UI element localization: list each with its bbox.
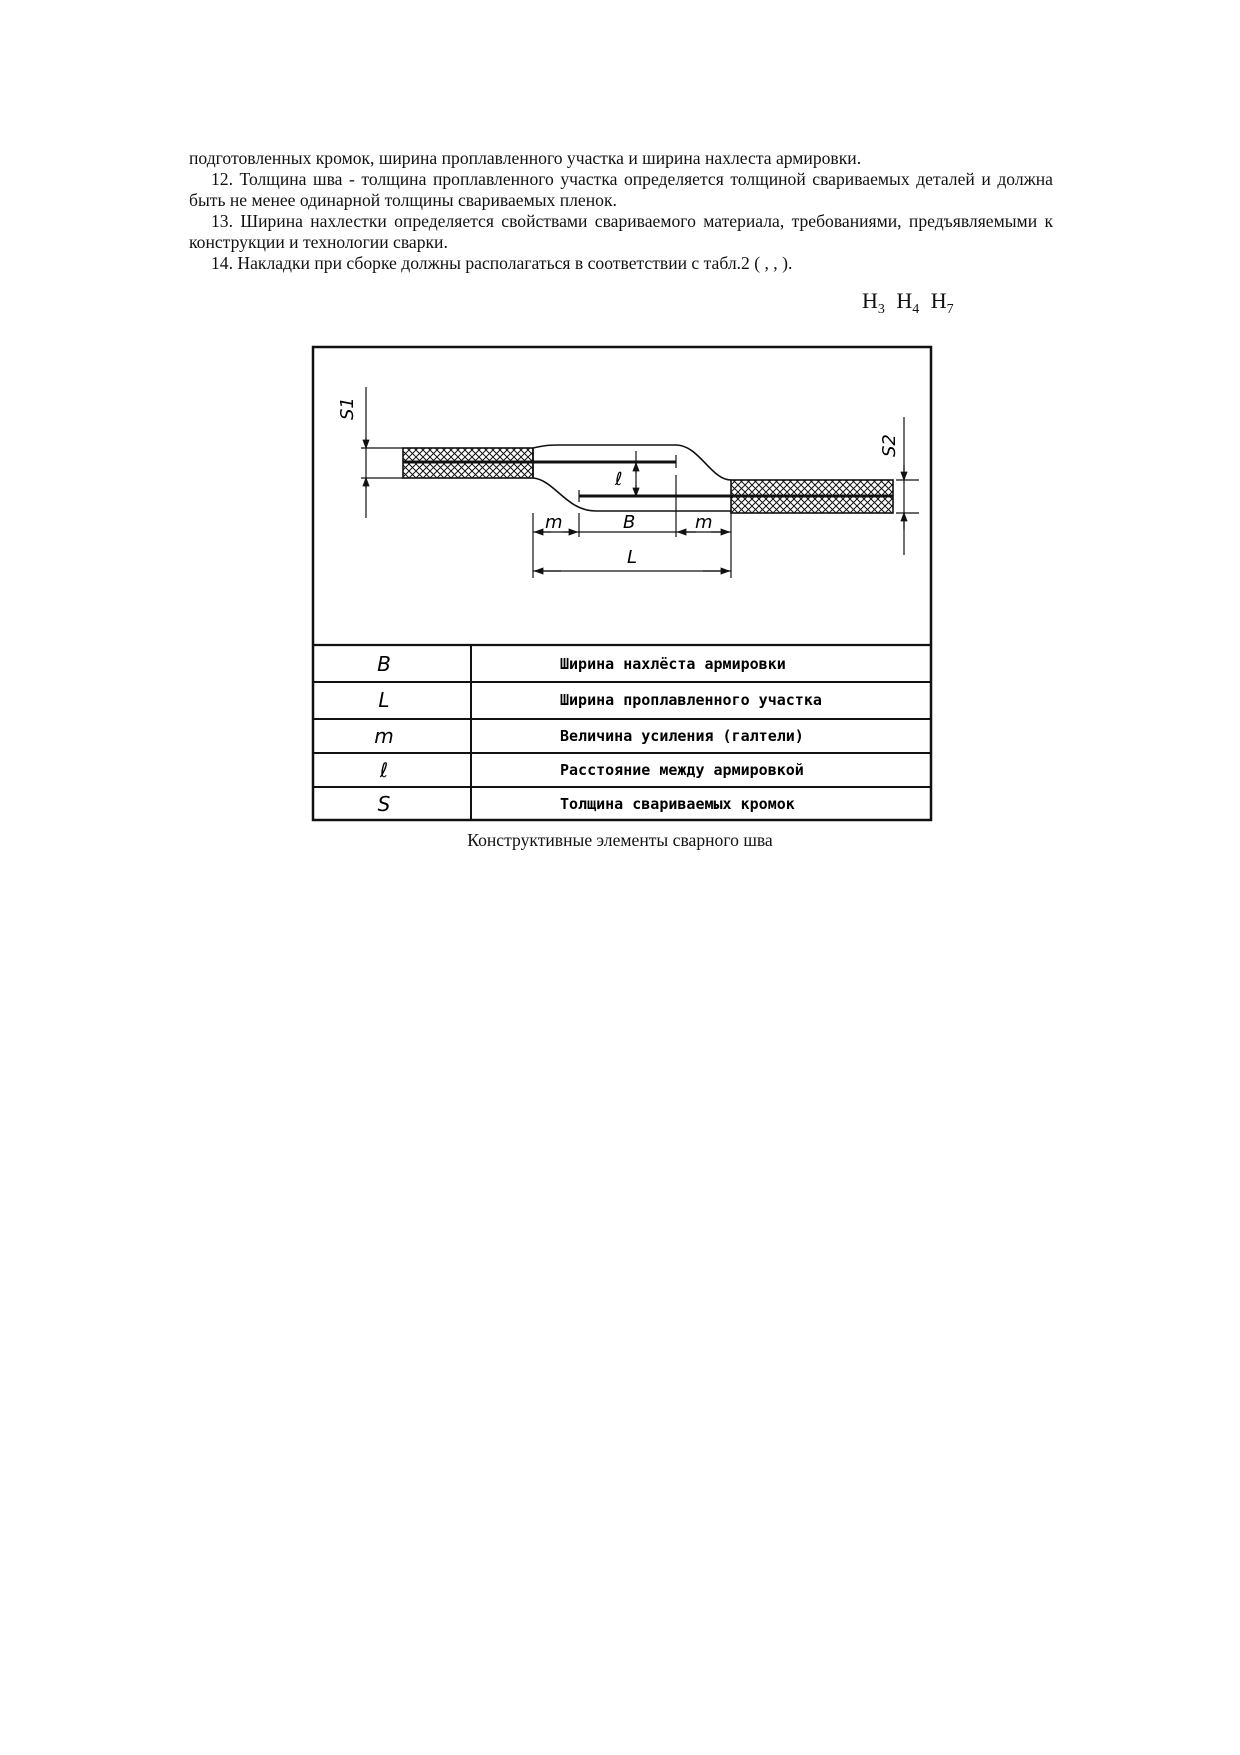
legend-text-s: Толщина свариваемых кромок bbox=[560, 795, 795, 813]
dim-L-label: L bbox=[627, 547, 638, 568]
document-body bbox=[189, 148, 1053, 274]
dim-l-small-label: ℓ bbox=[615, 469, 623, 490]
paragraph-intro: подготовленных кромок, ширина проплавленного участка и ширина нахлеста армировки. bbox=[189, 148, 862, 168]
formula-subscripts bbox=[862, 289, 960, 322]
left-film bbox=[403, 448, 533, 478]
weld-diagram-svg bbox=[311, 345, 933, 822]
formula-h3: $H_3$ bbox=[862, 288, 885, 317]
dim-m-left-label: m bbox=[545, 512, 563, 533]
dim-s1-label: S1 bbox=[337, 397, 358, 420]
paragraph-13: 13. Ширина нахлестки определяется свойствами свариваемого материала, требованиями, предъявляемыми к конструкции и технологии сварки. bbox=[189, 211, 1053, 252]
formula-h4: $H_4$ bbox=[896, 288, 920, 317]
legend-symbol-l-small: ℓ bbox=[379, 758, 389, 782]
legend-symbol-m: m bbox=[374, 724, 394, 748]
legend-texts bbox=[560, 655, 822, 813]
dim-s2-label: S2 bbox=[879, 434, 900, 457]
legend-text-l-small: Расстояние между армировкой bbox=[560, 761, 804, 779]
legend-text-l: Ширина проплавленного участка bbox=[560, 691, 822, 709]
figure-caption: Конструктивные элементы сварного шва bbox=[467, 830, 773, 850]
legend-symbol-s: S bbox=[377, 792, 391, 816]
legend-text-b: Ширина нахлёста армировки bbox=[560, 655, 786, 673]
right-film bbox=[731, 480, 893, 513]
paragraph-14: 14. Накладки при сборке должны располагаться в соответствии с табл.2 ( , , ). bbox=[211, 253, 793, 273]
formula-h7: $H_7$ bbox=[930, 288, 954, 317]
dim-s1 bbox=[361, 387, 403, 518]
dim-m-right-label: m bbox=[695, 512, 713, 533]
weld-diagram-figure bbox=[311, 345, 933, 822]
paragraph-12: 12. Толщина шва - толщина проплавленного участка определяется толщиной свариваемых деталей и должна быть не менее одинарной толщины свариваемых пленок. bbox=[189, 169, 1053, 210]
legend-text-m: Величина усиления (галтели) bbox=[560, 727, 804, 745]
dim-b-label: B bbox=[623, 512, 636, 533]
legend-symbol-l: L bbox=[378, 688, 390, 712]
figure-frame bbox=[313, 347, 931, 820]
legend-symbols bbox=[374, 652, 393, 816]
weld-seam bbox=[533, 445, 731, 513]
legend-symbol-b: B bbox=[377, 652, 391, 676]
